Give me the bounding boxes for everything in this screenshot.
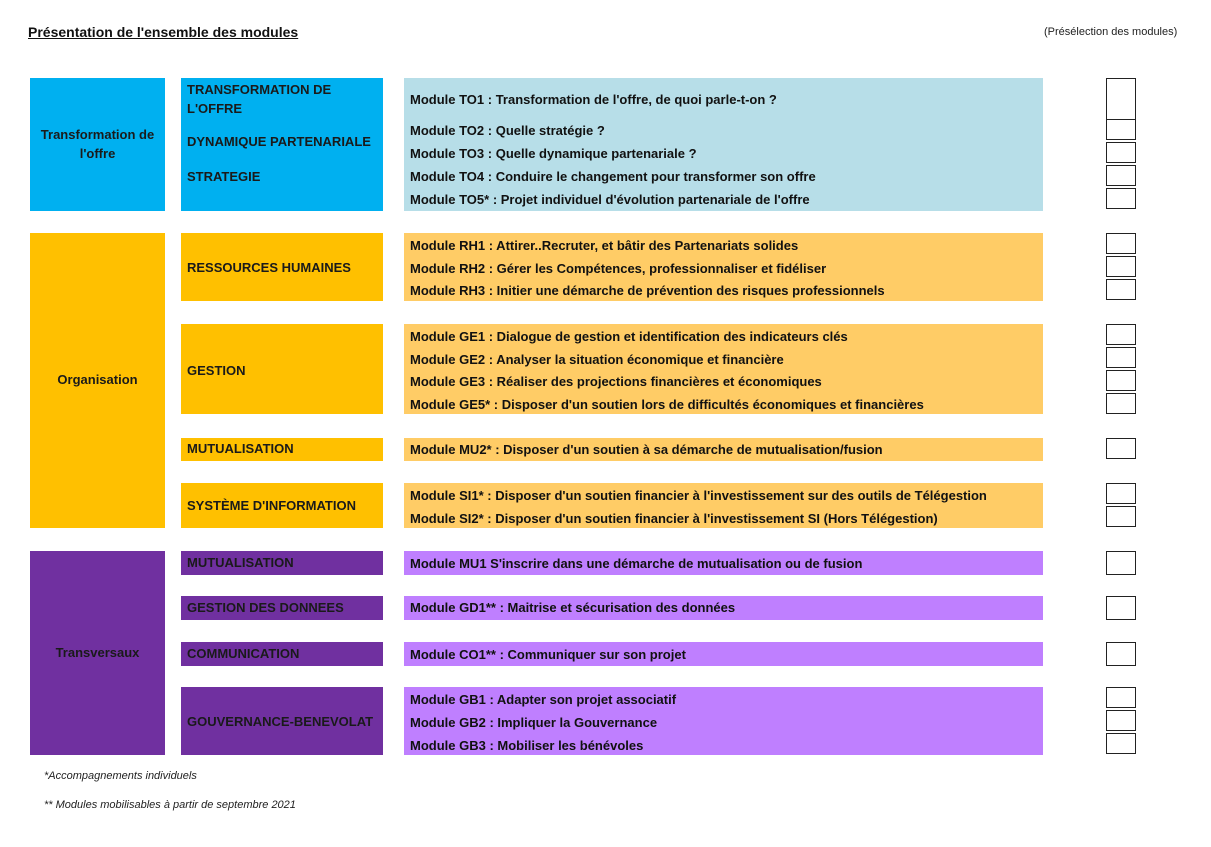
module-to5: Module TO5* : Projet individuel d'évolution partenariale de l'offre [410,192,810,207]
module-ge2: Module GE2 : Analyser la situation économique et financière [410,352,784,367]
theme-mu-tr-block [181,551,383,575]
checkbox-rh1[interactable] [1106,233,1136,254]
theme-strategie: STRATEGIE [187,169,261,184]
footnote-individual: *Accompagnements individuels [44,770,197,782]
theme-communication: COMMUNICATION [187,646,300,661]
checkbox-si2[interactable] [1106,506,1136,527]
module-to4: Module TO4 : Conduire le changement pour transformer son offre [410,169,816,184]
checkbox-to5[interactable] [1106,188,1136,209]
theme-gd-block [181,596,383,620]
checkbox-to4[interactable] [1106,165,1136,186]
theme-mutualisation-transversaux: MUTUALISATION [187,555,294,570]
theme-gouvernance-benevolat: GOUVERNANCE-BENEVOLAT [187,714,374,729]
footnote-september: ** Modules mobilisables à partir de septembre 2021 [44,799,296,811]
theme-transformation-group [181,78,383,211]
checkbox-co1[interactable] [1106,642,1136,666]
module-rh2: Module RH2 : Gérer les Compétences, professionnaliser et fidéliser [410,261,827,276]
checkbox-ge2[interactable] [1106,347,1136,368]
theme-systeme-information: SYSTÈME D'INFORMATION [187,498,356,513]
theme-transformation-offre: TRANSFORMATION DE L'OFFRE [187,82,332,116]
module-mu1: Module MU1 S'inscrire dans une démarche de mutualisation ou de fusion [410,556,863,571]
category-transformation [30,78,165,211]
module-to1: Module TO1 : Transformation de l'offre, de quoi parle-t-on ? [410,92,777,107]
module-ge1: Module GE1 : Dialogue de gestion et identification des indicateurs clés [410,329,848,344]
module-rh3: Module RH3 : Initier une démarche de prévention des risques professionnels [410,283,885,298]
checkbox-to3[interactable] [1106,142,1136,163]
category-transformation-label: Transformation de l'offre [40,126,155,161]
checkbox-ge1[interactable] [1106,324,1136,345]
module-gb1: Module GB1 : Adapter son projet associatif [410,692,677,707]
category-transversaux [30,551,165,755]
checkbox-ge3[interactable] [1106,370,1136,391]
module-rh1: Module RH1 : Attirer..Recruter, et bâtir des Partenariats solides [410,238,799,253]
checkbox-to1[interactable] [1106,78,1136,120]
checkbox-rh2[interactable] [1106,256,1136,277]
module-gb3: Module GB3 : Mobiliser les bénévoles [410,738,644,753]
checkbox-to2[interactable] [1106,119,1136,140]
module-gd1: Module GD1** : Maitrise et sécurisation des données [410,600,736,615]
module-si2: Module SI2* : Disposer d'un soutien financier à l'investissement SI (Hors Télégestion) [410,511,938,526]
checkbox-si1[interactable] [1106,483,1136,504]
category-organisation [30,233,165,528]
theme-co-block [181,642,383,666]
module-to2: Module TO2 : Quelle stratégie ? [410,123,605,138]
theme-ressources-humaines: RESSOURCES HUMAINES [187,260,351,275]
module-co1: Module CO1** : Communiquer sur son projet [410,647,686,662]
module-si1: Module SI1* : Disposer d'un soutien financier à l'investissement sur des outils de Télégestion [410,488,987,503]
page-title: Présentation de l'ensemble des modules [28,24,299,40]
theme-mu-org-block [181,438,383,461]
module-to3: Module TO3 : Quelle dynamique partenariale ? [410,146,697,161]
checkbox-gd1[interactable] [1106,596,1136,620]
checkbox-rh3[interactable] [1106,279,1136,300]
preselection-header: (Présélection des modules) [1044,26,1178,38]
theme-dynamique-partenariale: DYNAMIQUE PARTENARIALE [187,134,371,149]
theme-gestion: GESTION [187,363,246,378]
theme-gestion-donnees: GESTION DES DONNEES [187,600,344,615]
checkbox-mu2[interactable] [1106,438,1136,459]
module-ge3: Module GE3 : Réaliser des projections financières et économiques [410,374,822,389]
module-ge5: Module GE5* : Disposer d'un soutien lors de difficultés économiques et financières [410,397,924,412]
category-transversaux-label: Transversaux [55,644,140,660]
checkbox-gb1[interactable] [1106,687,1136,708]
theme-ge-block [181,324,383,414]
category-organisation-label: Organisation [57,372,138,388]
theme-si-block [181,483,383,528]
theme-rh-block [181,233,383,301]
module-mu2: Module MU2* : Disposer d'un soutien à sa démarche de mutualisation/fusion [410,442,883,457]
theme-mutualisation-organisation: MUTUALISATION [187,441,294,456]
module-gb2: Module GB2 : Impliquer la Gouvernance [410,715,658,730]
checkbox-gb2[interactable] [1106,710,1136,731]
theme-gb-block [181,687,383,755]
checkbox-gb3[interactable] [1106,733,1136,754]
checkbox-ge5[interactable] [1106,393,1136,414]
checkbox-mu1[interactable] [1106,551,1136,575]
